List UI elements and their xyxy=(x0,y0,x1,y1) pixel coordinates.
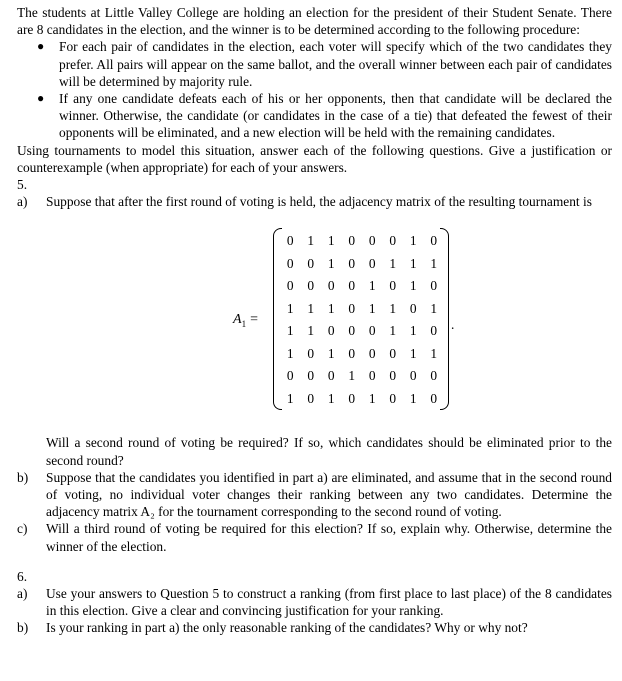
matrix-cell: 0 xyxy=(348,233,356,249)
part-label: a) xyxy=(17,586,28,602)
matrix-cell: 0 xyxy=(430,233,438,249)
matrix-cell: 1 xyxy=(430,300,438,316)
question-6b xyxy=(17,619,612,636)
matrix-cell: 0 xyxy=(409,300,417,316)
matrix-row xyxy=(280,229,444,252)
matrix-cell: 1 xyxy=(409,323,417,339)
matrix-cell: 0 xyxy=(286,233,294,249)
matrix-cell: 0 xyxy=(307,368,315,384)
part-label: c) xyxy=(17,521,28,537)
matrix-cell: 1 xyxy=(307,233,315,249)
question-5a-text: Suppose that after the first round of voting is held, the adjacency matrix of the resulting tournament is xyxy=(46,194,592,210)
matrix-cell: 1 xyxy=(327,233,335,249)
question-6-number: 6. xyxy=(17,568,28,584)
matrix-cell: 1 xyxy=(389,300,397,316)
matrix-cell: 0 xyxy=(286,368,294,384)
matrix-cell: 0 xyxy=(430,323,438,339)
matrix-cell: 0 xyxy=(348,390,356,406)
matrix-row xyxy=(280,342,444,365)
question-5c-text: Will a third round of voting be required for this election? If so, explain why. Otherwise, determine the winner of the election. xyxy=(46,521,612,554)
question-5a-followup xyxy=(17,434,612,468)
matrix-cell: 0 xyxy=(368,368,376,384)
matrix-cell: 1 xyxy=(286,300,294,316)
matrix-cell: 0 xyxy=(327,323,335,339)
adjacency-matrix xyxy=(273,228,449,410)
bullet-icon: ● xyxy=(37,39,45,54)
matrix-cell: 1 xyxy=(327,390,335,406)
part-label: a) xyxy=(17,194,28,210)
matrix-cell: 0 xyxy=(389,368,397,384)
matrix-row xyxy=(280,319,444,342)
matrix-cell: 0 xyxy=(348,323,356,339)
matrix-label: $A_1$ = xyxy=(233,312,258,330)
matrix-cell: 1 xyxy=(348,368,356,384)
matrix-cell: 0 xyxy=(368,345,376,361)
procedure-item xyxy=(37,38,612,90)
matrix-cell: 1 xyxy=(409,233,417,249)
question-5-number: 5. xyxy=(17,177,28,193)
matrix-table xyxy=(280,229,444,409)
matrix-cell: 0 xyxy=(430,368,438,384)
matrix-cell: 0 xyxy=(348,300,356,316)
matrix-cell: 0 xyxy=(348,255,356,271)
matrix-cell: 1 xyxy=(409,345,417,361)
bullet-icon: ● xyxy=(37,91,45,106)
matrix-row xyxy=(280,252,444,275)
procedure-item xyxy=(37,90,612,142)
matrix-cell: 0 xyxy=(307,278,315,294)
matrix-cell: 1 xyxy=(409,390,417,406)
matrix-cell: 0 xyxy=(389,233,397,249)
matrix-cell: 1 xyxy=(368,390,376,406)
matrix-cell: 1 xyxy=(409,255,417,271)
matrix-cell: 0 xyxy=(348,345,356,361)
matrix-cell: 0 xyxy=(307,390,315,406)
question-5c xyxy=(17,520,612,554)
question-5a-followup-text: Will a second round of voting be required? If so, which candidates should be eliminated prior to the second round? xyxy=(46,435,612,468)
matrix-cell: 1 xyxy=(327,345,335,361)
matrix-cell: 0 xyxy=(307,255,315,271)
matrix-cell: 1 xyxy=(430,345,438,361)
procedure-item-text: For each pair of candidates in the election, each voter will specify which of the two candidates they prefer. All pairs will appear on the same ballot, and the overall winner between each pair of candidates will be determined by majority rule. xyxy=(59,39,612,89)
matrix-cell: 1 xyxy=(327,300,335,316)
instructions-paragraph: Using tournaments to model this situation, answer each of the following questions. Give a justification or counterexample (when appropriate) for each of your answers. xyxy=(17,142,612,175)
matrix-row xyxy=(280,364,444,387)
matrix-cell: 0 xyxy=(327,278,335,294)
matrix-cell: 1 xyxy=(368,278,376,294)
matrix-row xyxy=(280,387,444,410)
matrix-cell: 1 xyxy=(327,255,335,271)
matrix-cell: 0 xyxy=(368,233,376,249)
question-5b-text: Suppose that the candidates you identified in part a) are eliminated, and assume that in the second round of voting, no individual voter changes their ranking between any two candidates. Determine the adjacency matrix A₂ for the tournament corresponding to the second round of voting. xyxy=(46,469,612,520)
question-5a xyxy=(17,193,612,210)
matrix-cell: 1 xyxy=(389,255,397,271)
matrix-cell: 0 xyxy=(327,368,335,384)
matrix-cell: 1 xyxy=(307,300,315,316)
matrix-cell: 1 xyxy=(430,255,438,271)
intro-paragraph: The students at Little Valley College are holding an election for the president of their Student Senate. There are 8 candidates in the election, and the winner is to be determined according to the following procedure: xyxy=(17,5,612,38)
question-6a-text: Use your answers to Question 5 to construct a ranking (from first place to last place) of the 8 candidates in this election. Give a clear and convincing justification for your ranking. xyxy=(46,586,612,619)
matrix-cell: 1 xyxy=(368,300,376,316)
matrix-cell: 0 xyxy=(286,255,294,271)
matrix-cell: 1 xyxy=(409,278,417,294)
question-6a xyxy=(17,585,612,619)
matrix-cell: 0 xyxy=(430,390,438,406)
matrix-cell: 0 xyxy=(389,345,397,361)
procedure-list xyxy=(17,38,612,141)
question-5b xyxy=(17,469,612,521)
matrix-period: . xyxy=(451,317,455,333)
procedure-item-text: If any one candidate defeats each of his or her opponents, then that candidate will be declared the winner. Otherwise, the candidate (or candidates in the case of a tie) that defeated the fewest of their opponents will be eliminated, and a new election will be held with the remaining candidates. xyxy=(59,91,612,141)
matrix-cell: 0 xyxy=(389,278,397,294)
matrix-cell: 0 xyxy=(389,390,397,406)
part-label: b) xyxy=(17,469,29,485)
matrix-cell: 1 xyxy=(286,390,294,406)
matrix-cell: 0 xyxy=(409,368,417,384)
matrix-cell: 0 xyxy=(286,278,294,294)
matrix-row xyxy=(280,274,444,297)
matrix-cell: 0 xyxy=(348,278,356,294)
matrix-cell: 0 xyxy=(368,255,376,271)
adjacency-matrix-block xyxy=(17,218,612,422)
matrix-cell: 1 xyxy=(389,323,397,339)
matrix-cell: 1 xyxy=(307,323,315,339)
matrix-cell: 1 xyxy=(286,323,294,339)
matrix-cell: 0 xyxy=(368,323,376,339)
part-label: b) xyxy=(17,620,29,636)
matrix-cell: 0 xyxy=(307,345,315,361)
question-6b-text: Is your ranking in part a) the only reasonable ranking of the candidates? Why or why not? xyxy=(46,620,528,636)
matrix-row xyxy=(280,297,444,320)
matrix-cell: 1 xyxy=(286,345,294,361)
matrix-cell: 0 xyxy=(430,278,438,294)
